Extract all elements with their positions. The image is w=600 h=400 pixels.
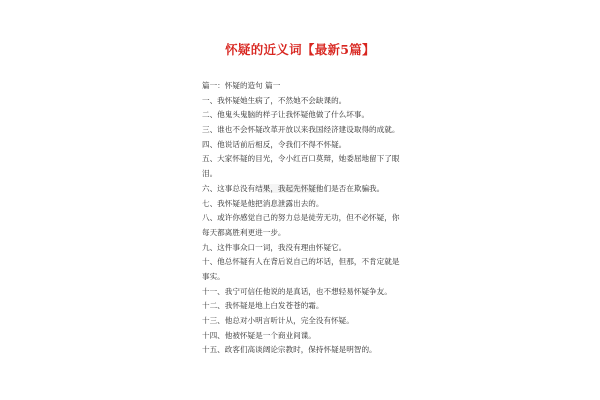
sentence-line: 九、这件事众口一词，我没有理由怀疑它。 bbox=[202, 242, 347, 252]
sentence-line: 五、大家怀疑的目光，令小红百口莫辩，她委屈地留下了眼 bbox=[202, 154, 400, 164]
sentence-line: 十二、我怀疑是地上白发苍苍的霜。 bbox=[202, 301, 324, 311]
sentence-line: 十、他总怀疑有人在背后说自己的坏话，但那，不肯定就是 bbox=[202, 257, 400, 267]
sentence-line: 四、他说话前后相反，令我们不得不怀疑。 bbox=[202, 139, 347, 149]
document-title: 怀疑的近义词【最新5篇】 bbox=[225, 42, 375, 57]
sentence-line: 二、他鬼头鬼脑的样子让我怀疑他做了什么坏事。 bbox=[202, 110, 370, 120]
sentence-line: 十四、他被怀疑是一个商业间谍。 bbox=[202, 330, 316, 340]
sentence-line: 七、我怀疑是他把消息泄露出去的。 bbox=[202, 198, 324, 208]
document-body bbox=[202, 79, 422, 358]
sentence-line: 三、谁也不会怀疑改革开放以来我国经济建设取得的成就。 bbox=[202, 125, 400, 135]
sentence-line: 十五、政客们高谈阔论宗教时，保持怀疑是明智的。 bbox=[202, 345, 377, 355]
sentence-line-continuation: 泪。 bbox=[202, 169, 218, 179]
sentence-line: 一、我怀疑她生病了，不然她不会缺课的。 bbox=[202, 95, 347, 105]
sentence-line-continuation: 每天都离胜利更进一步。 bbox=[202, 227, 286, 237]
sentence-line: 八、或许你感觉自己的努力总是徒劳无功，但不必怀疑，你 bbox=[202, 213, 400, 223]
section-heading: 篇一：怀疑的造句 篇一 bbox=[202, 81, 281, 90]
sentence-line-continuation: 事实。 bbox=[202, 271, 225, 281]
sentence-line: 十一、我宁可信任他说的是真话，也不想轻易怀疑争友。 bbox=[202, 286, 392, 296]
sentence-line: 六、这事总没有结果，我起先怀疑他们是否在欺骗我。 bbox=[202, 183, 385, 193]
sentence-line: 十三、他总对小明言听计从，完全没有怀疑。 bbox=[202, 316, 354, 325]
